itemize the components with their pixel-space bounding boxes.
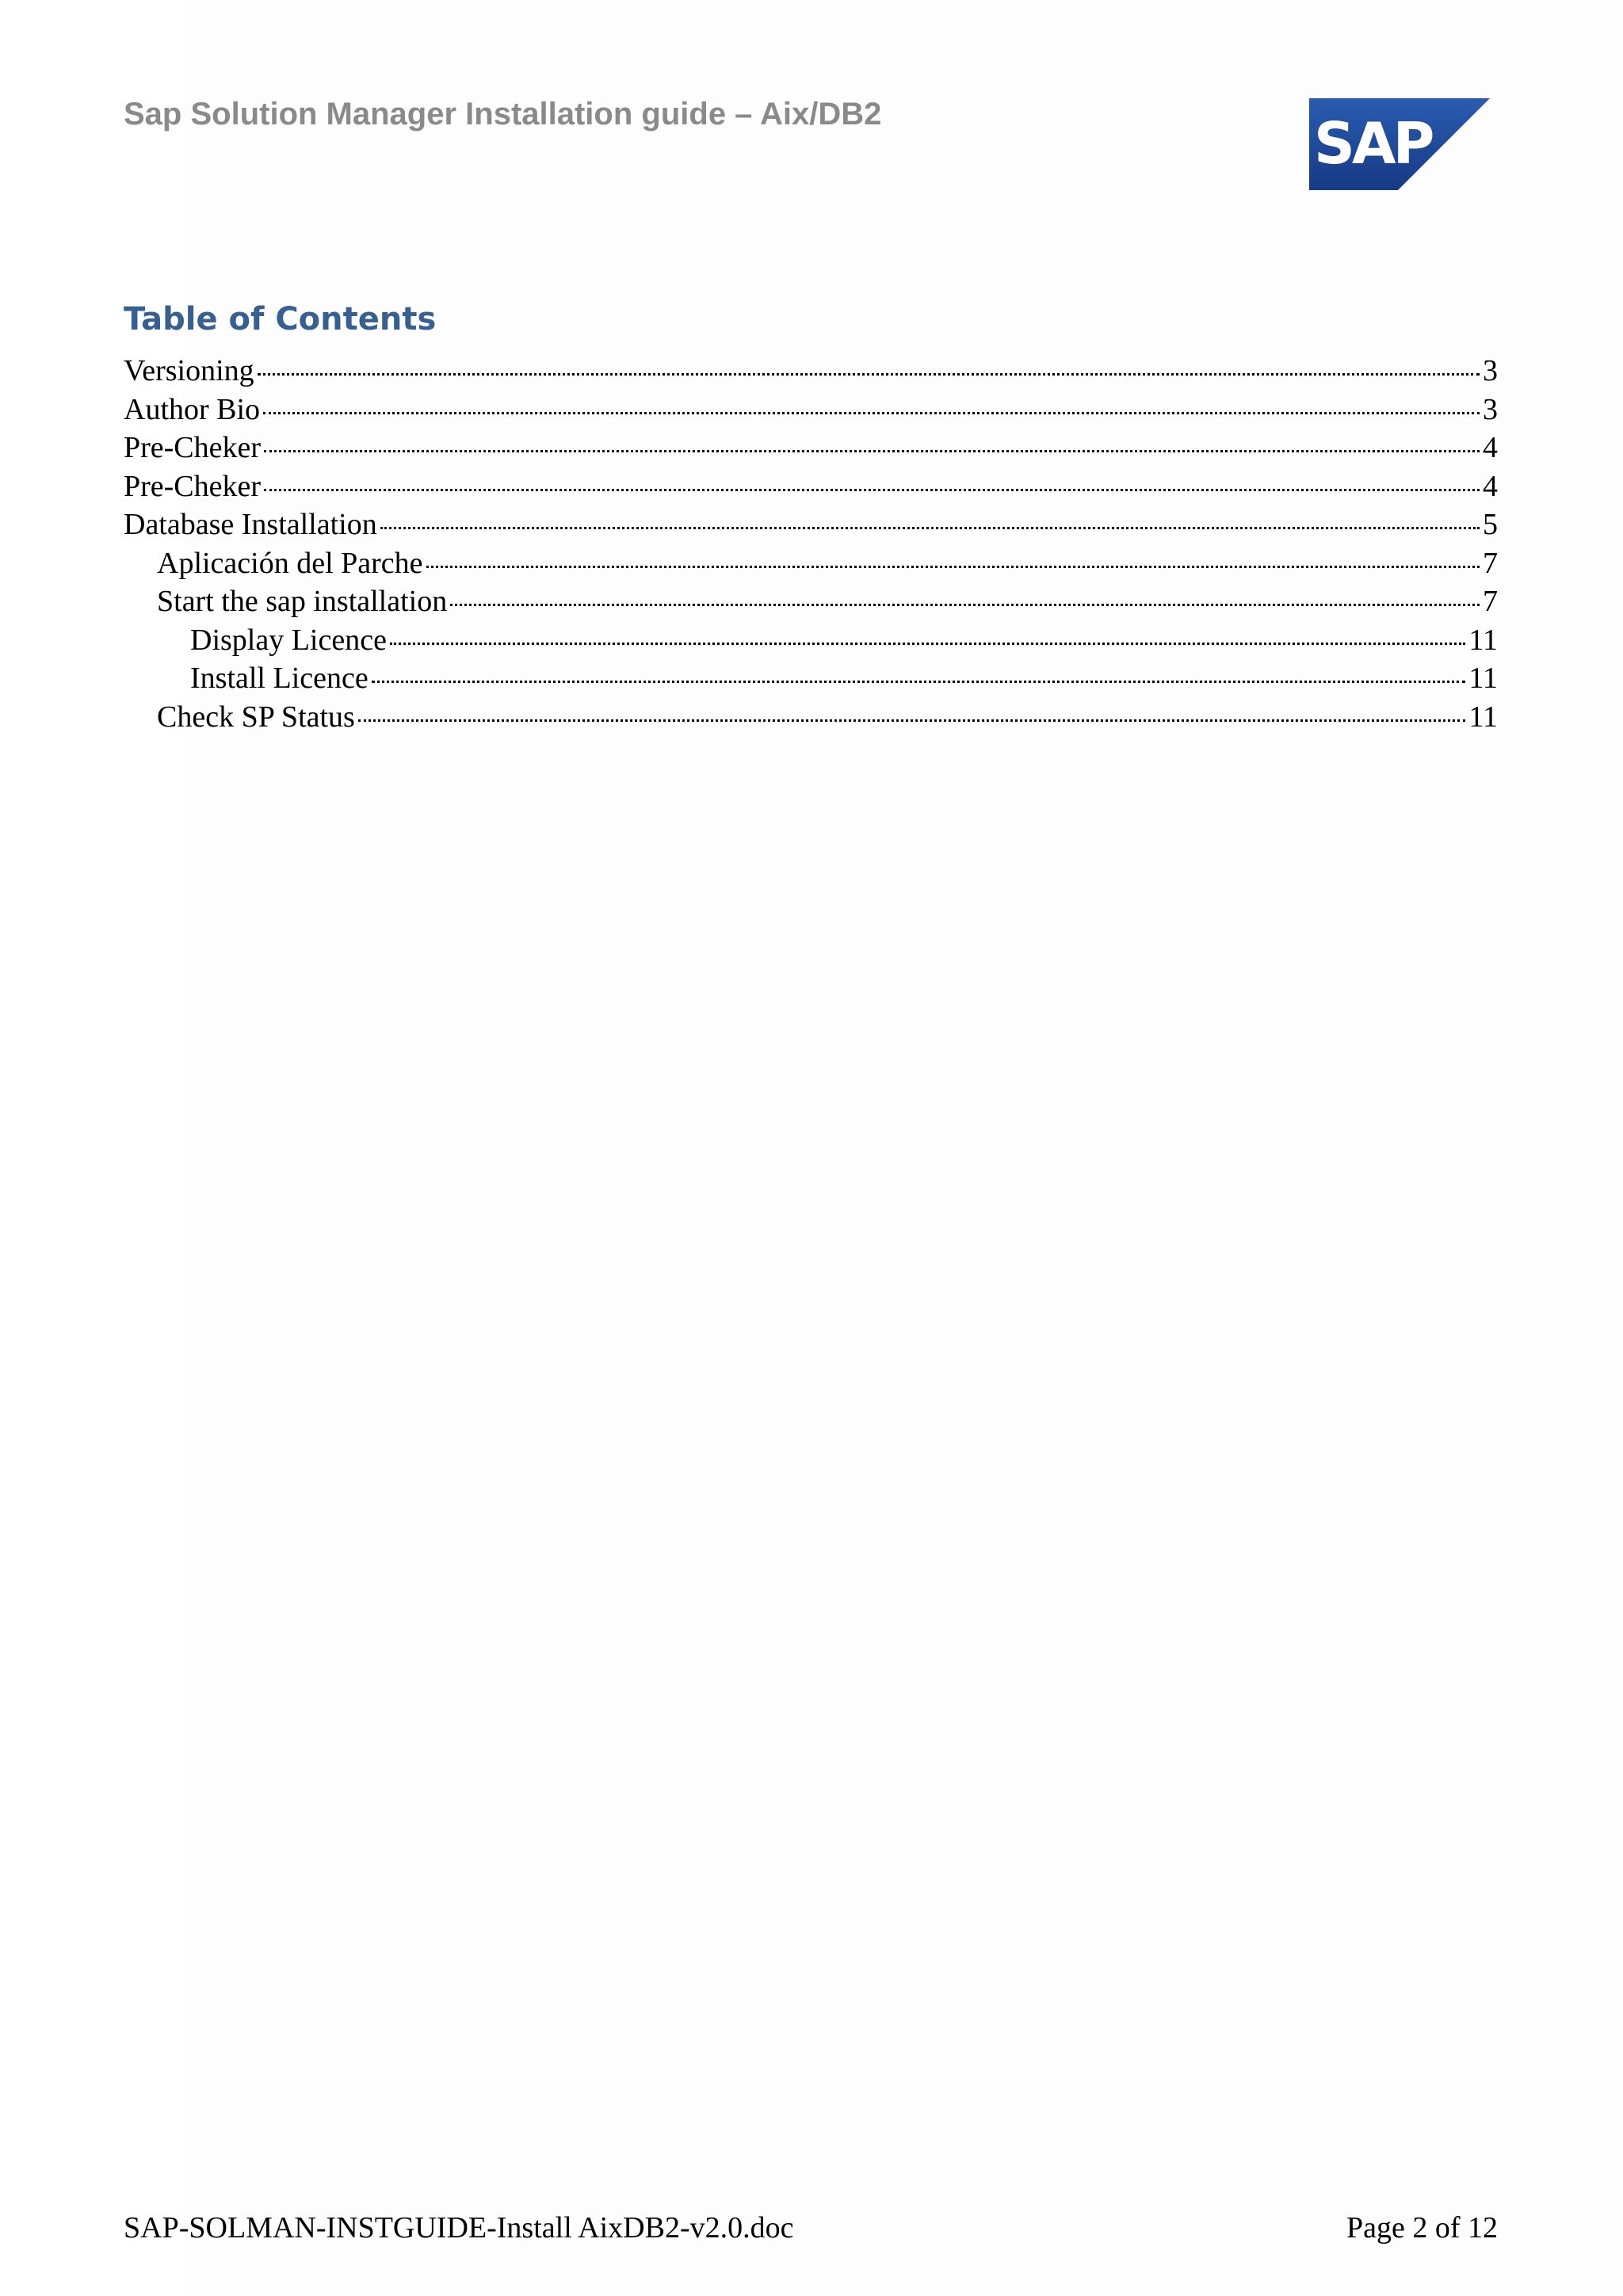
toc-entry-title: Pre-Cheker	[124, 469, 262, 503]
toc-entry-check-sp-status[interactable]	[124, 700, 1498, 738]
toc-entry-page: 11	[1468, 623, 1498, 657]
toc-leader	[358, 719, 1466, 722]
toc-leader	[264, 489, 1480, 491]
toc-leader	[380, 527, 1480, 529]
toc-entry-page: 4	[1483, 469, 1498, 503]
page-shade	[182, 0, 1623, 2296]
toc-entry-start-sap-installation[interactable]	[124, 584, 1498, 623]
sap-logo	[1309, 98, 1490, 190]
toc-entry-author-bio[interactable]	[124, 392, 1498, 431]
toc-leader	[372, 681, 1466, 683]
toc-entry-page: 7	[1483, 546, 1498, 580]
toc-leader	[450, 604, 1480, 606]
toc-leader	[258, 373, 1480, 376]
toc-entry-page: 11	[1468, 700, 1498, 734]
table-of-contents	[124, 353, 1498, 738]
toc-entry-page: 7	[1483, 585, 1498, 618]
toc-leader	[264, 450, 1480, 452]
toc-entry-title: Pre-Cheker	[124, 431, 262, 464]
toc-entry-database-installation[interactable]	[124, 507, 1498, 546]
toc-entry-pre-cheker[interactable]	[124, 430, 1498, 469]
toc-entry-page: 3	[1483, 354, 1498, 387]
toc-entry-aplicacion-del-parche[interactable]	[124, 546, 1498, 585]
toc-entry-title: Aplicación del Parche	[157, 546, 423, 580]
toc-entry-title: Display Licence	[190, 623, 387, 657]
toc-entry-title: Check SP Status	[157, 700, 355, 734]
toc-entry-title: Database Installation	[124, 508, 377, 541]
toc-leader	[263, 412, 1480, 414]
toc-leader	[426, 566, 1480, 568]
footer-document-name: SAP-SOLMAN-INSTGUIDE-Install AixDB2-v2.0.doc	[124, 2211, 794, 2245]
toc-entry-page: 3	[1483, 392, 1498, 426]
toc-entry-page: 4	[1483, 431, 1498, 464]
toc-heading: Table of Contents	[124, 301, 437, 338]
toc-entry-pre-cheker-2[interactable]	[124, 469, 1498, 508]
toc-entry-install-licence[interactable]	[124, 661, 1498, 700]
toc-entry-versioning[interactable]	[124, 353, 1498, 392]
toc-entry-title: Versioning	[124, 354, 254, 387]
footer-page-number: Page 2 of 12	[1346, 2211, 1498, 2245]
toc-entry-title: Author Bio	[124, 392, 261, 426]
toc-entry-display-licence[interactable]	[124, 623, 1498, 662]
toc-entry-page: 5	[1483, 508, 1498, 541]
toc-leader	[390, 643, 1465, 645]
toc-entry-title: Start the sap installation	[157, 585, 448, 618]
toc-entry-page: 11	[1468, 662, 1498, 695]
toc-entry-title: Install Licence	[190, 662, 369, 695]
header-title: Sap Solution Manager Installation guide – Aix/DB2	[124, 97, 882, 132]
sap-logo-text: SAP	[1314, 110, 1432, 177]
